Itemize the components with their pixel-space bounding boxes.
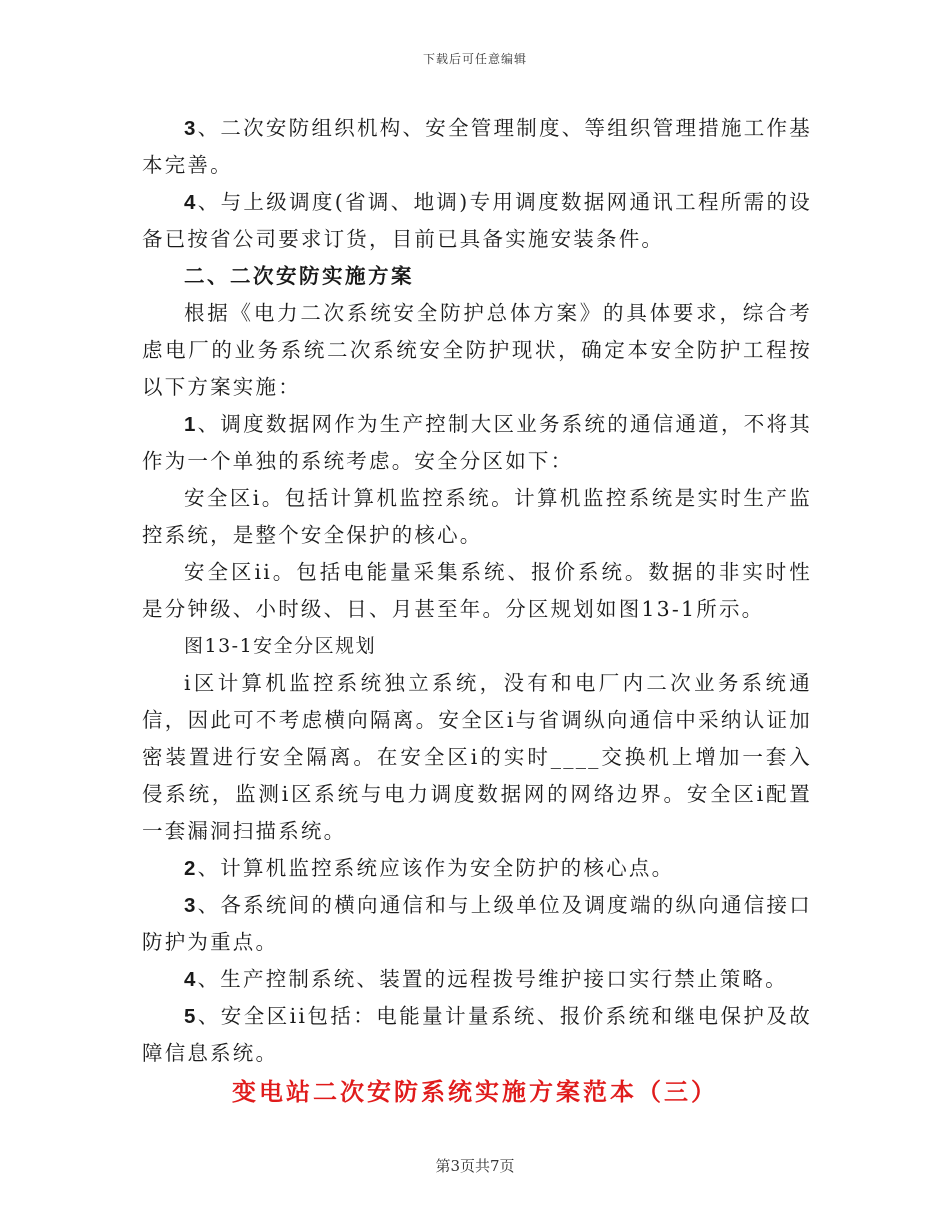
page-footer: 第3页共7页 bbox=[435, 1157, 515, 1175]
paragraph-zone-ii: 安全区ii。包括电能量采集系统、报价系统。数据的非实时性是分钟级、小时级、日、月甚至年。分区规划如图13-1所示。 bbox=[142, 560, 812, 621]
paragraph-text: 、调度数据网作为生产控制大区业务系统的通信通道，不将其作为一个单独的系统考虑。安全分区如下： bbox=[142, 412, 812, 473]
paragraph-zone-i: 安全区i。包括计算机监控系统。计算机监控系统是实时生产监控系统，是整个安全保护的核心。 bbox=[142, 486, 812, 547]
item-number: 4 bbox=[184, 968, 198, 991]
item-number: 1 bbox=[184, 413, 198, 436]
paragraph-item-4b bbox=[142, 961, 812, 998]
page-header: 下载后可任意编辑 bbox=[422, 52, 527, 66]
paragraph-item-2 bbox=[142, 850, 812, 887]
item-number: 4 bbox=[184, 191, 198, 214]
section-title: 变电站二次安防系统实施方案范本（三） bbox=[232, 1077, 718, 1106]
paragraph-item-4 bbox=[142, 184, 812, 258]
document-body bbox=[142, 110, 812, 1072]
paragraph-text: 、安全区ii包括：电能量计量系统、报价系统和继电保护及故障信息系统。 bbox=[142, 1004, 812, 1065]
item-number: 3 bbox=[184, 894, 198, 917]
item-number: 5 bbox=[184, 1005, 198, 1028]
paragraph-text: 、二次安防组织机构、安全管理制度、等组织管理措施工作基本完善。 bbox=[142, 116, 812, 177]
paragraph-item-3b bbox=[142, 887, 812, 961]
paragraph-item-5 bbox=[142, 998, 812, 1072]
paragraph-item-3 bbox=[142, 110, 812, 184]
section-heading: 二、二次安防实施方案 bbox=[184, 264, 414, 288]
paragraph-text: 、计算机监控系统应该作为安全防护的核心点。 bbox=[197, 856, 675, 880]
figure-caption: 图13-1安全分区规划 bbox=[184, 635, 377, 657]
paragraph-text: 、生产控制系统、装置的远程拨号维护接口实行禁止策略。 bbox=[197, 967, 788, 991]
paragraph-text: 、与上级调度(省调、地调)专用调度数据网通讯工程所需的设备已按省公司要求订货，目前已具备实施安装条件。 bbox=[142, 190, 812, 251]
paragraph-text: 、各系统间的横向通信和与上级单位及调度端的纵向通信接口防护为重点。 bbox=[142, 893, 812, 954]
paragraph-item-1 bbox=[142, 406, 812, 480]
item-number: 2 bbox=[184, 857, 198, 880]
paragraph-zone-i-detail: i区计算机监控系统独立系统，没有和电厂内二次业务系统通信，因此可不考虑横向隔离。安全区i与省调纵向通信中采纳认证加密装置进行安全隔离。在安全区i的实时____交换机上增加一套入侵系统，监测i区系统与电力调度数据网的网络边界。安全区i配置一套漏洞扫描系统。 bbox=[142, 671, 812, 843]
paragraph-intro: 根据《电力二次系统安全防护总体方案》的具体要求，综合考虑电厂的业务系统二次系统安全防护现状，确定本安全防护工程按以下方案实施： bbox=[142, 301, 812, 399]
item-number: 3 bbox=[184, 117, 198, 140]
